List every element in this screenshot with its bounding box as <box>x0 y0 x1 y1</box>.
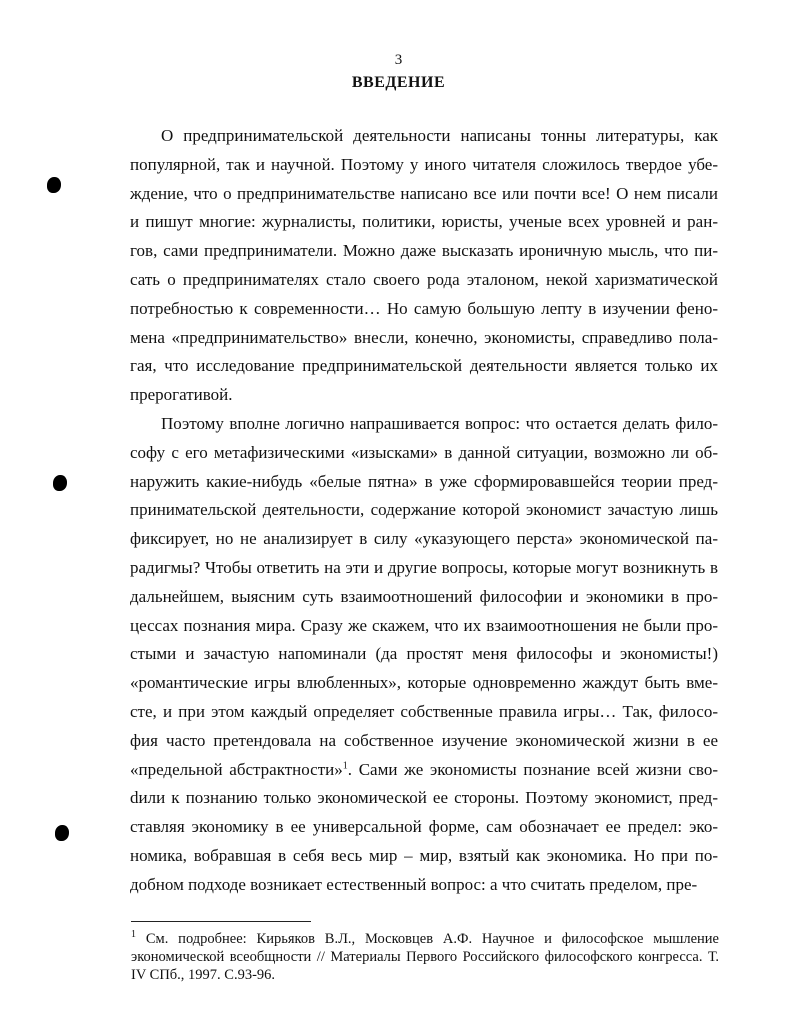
footnote-number: 1 <box>131 929 136 941</box>
footnote-reference: 1 <box>342 759 348 771</box>
paragraph-2-part-2: . Сами же экономисты познание всей жизни своdили к познанию только экономической ее стороны. Поэтому экономист, представляя экономику в ее универсальной форме, сам обозначает ее предел: экономика, вобравшая в себя весь мир – мир, взятый как экономика. Но при подобном подходе возникает естественный вопрос: а что считать пределом, пре- <box>130 759 718 894</box>
punch-hole-top <box>47 177 61 193</box>
page-title: ВВЕДЕНИЕ <box>351 74 446 91</box>
paragraph-2 <box>130 410 718 900</box>
footnote <box>131 930 719 984</box>
body-text <box>130 122 718 900</box>
footnote-text: См. подробнее: Кирьяков В.Л., Московцев А.Ф. Научное и философское мышление экономической всеобщности // Материалы Первого Российского философского конгресса. Т. IV СПб., 1997. С.93-96. <box>131 931 719 983</box>
paragraph-1: О предпринимательской деятельности написаны тонны литературы, как популярной, так и научной. Поэтому у иного читателя сложилось твердое убеждение, что о предпринимательстве написано все или почти все! О нем писали и пишут многие: журналисты, политики, юристы, ученые всех уровней и рангов, сами предприниматели. Можно даже высказать ироничную мысль, что писать о предпринимателях стало своего рода эталоном, некой харизматической потребностью к современности… Но самую большую лепту в изучении феномена «предпринимательство» внесли, конечно, экономисты, справедливо полагая, что исследование предпринимательской деятельности является только их прерогативой. <box>130 126 718 405</box>
footnote-separator <box>131 921 311 922</box>
paragraph-2-part-1: Поэтому вполне логично напрашивается вопрос: что остается делать философу с его метафизическими «изысками» в данной ситуации, возможно ли обнаружить какие-нибудь «белые пятна» в уже сформировавшейся теории предпринимательской деятельности, содержание которой экономист зачастую лишь фиксирует, но не анализирует в силу «указующего перста» экономической парадигмы? Чтобы ответить на эти и другие вопросы, которые могут возникнуть в дальнейшем, выясним суть взаимоотношений философии и экономики в процессах познания мира. Сразу же скажем, что их взаимоотношения не были простыми и зачастую напоминали (да простят меня философы и экономисты!) «романтические игры влюбленных», которые одновременно жаждут быть вместе, и при этом каждый определяет собственные правила игры… Так, философия часто претендовала на собственное изучение экономической жизни в ее «предельной абстрактности» <box>130 413 718 779</box>
page-number: 3 <box>394 52 403 68</box>
punch-hole-middle <box>53 475 67 491</box>
punch-hole-bottom <box>55 825 69 841</box>
